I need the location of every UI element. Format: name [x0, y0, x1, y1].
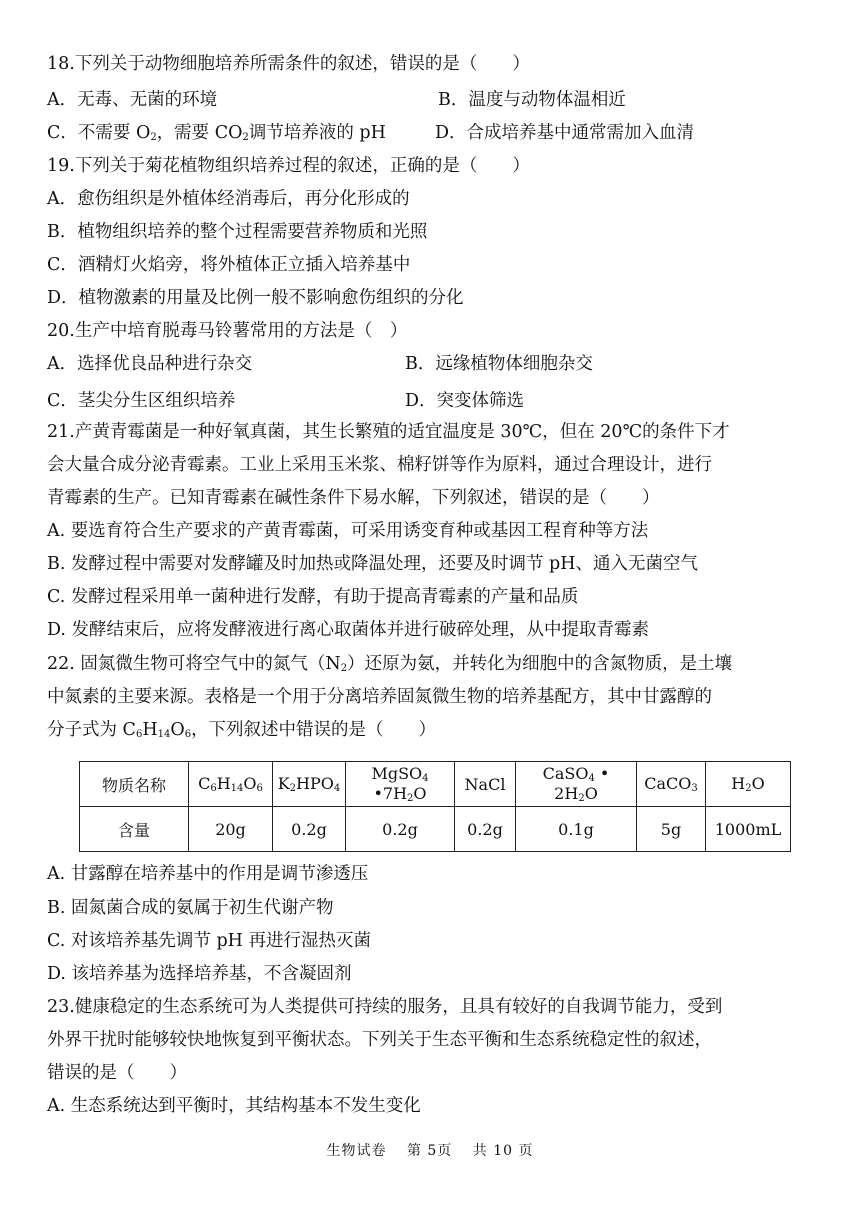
q22-option-d: D. 该培养基为选择培养基，不含凝固剂 [47, 964, 352, 984]
q18-option-d: D．合成培养基中通常需加入血清 [435, 123, 695, 143]
page-footer: 生物试卷 第 5页 共 10 页 [326, 1143, 534, 1159]
q21-option-a: A. 要选育符合生产要求的产黄青霉菌，可采用诱变育种或基因工程育种等方法 [47, 521, 649, 541]
substance-caso4: CaSO$_4$ • $2H_2O$ [516, 762, 637, 807]
q18-option-b: B．温度与动物体温相近 [438, 90, 626, 110]
q23-option-a: A. 生态系统达到平衡时，其结构基本不发生变化 [47, 1096, 421, 1116]
amount-cell: 1000mL [706, 807, 791, 852]
substance-water: $H_2O$ [706, 762, 791, 807]
q22-option-b: B. 固氮菌合成的氨属于初生代谢产物 [47, 898, 334, 918]
q19-option-c: C．酒精灯火焰旁，将外植体正立插入培养基中 [47, 255, 411, 275]
substance-k2hpo4: $K_2HPO_4$ [273, 762, 346, 807]
q19-option-d: D．植物激素的用量及比例一般不影响愈伤组织的分化 [47, 288, 464, 308]
q20-stem: 20.生产中培育脱毒马铃薯常用的方法是（ ） [47, 321, 408, 341]
substance-caco3: CaCO$_3$ [637, 762, 706, 807]
amount-cell: 0.1g [516, 807, 637, 852]
q21-option-c: C. 发酵过程采用单一菌种进行发酵，有助于提高青霉素的产量和品质 [47, 587, 579, 607]
amount-cell: 0.2g [273, 807, 346, 852]
q21-stem-line-1: 21.产黄青霉菌是一种好氧真菌，其生长繁殖的适宜温度是 30℃，但在 20℃的条件下才 [47, 422, 730, 442]
q21-stem-line-3: 青霉素的生产。已知青霉素在碱性条件下易水解，下列叙述，错误的是（ ） [47, 488, 660, 508]
header-label-cell: 物质名称 [80, 762, 189, 807]
q19-option-b: B．植物组织培养的整个过程需要营养物质和光照 [47, 222, 428, 242]
substance-mannitol: $C_6H_{14}O_6$ [189, 762, 273, 807]
amount-cell: 20g [189, 807, 273, 852]
table-row-substances [80, 762, 791, 807]
q23-stem-line-1: 23.健康稳定的生态系统可为人类提供可持续的服务，且具有较好的自我调节能力，受到 [47, 997, 723, 1017]
q20-option-a: A．选择优良品种进行杂交 [47, 354, 253, 374]
q21-stem-line-2: 会大量合成分泌青霉素。工业上采用玉米浆、棉籽饼等作为原料，通过合理设计，进行 [47, 455, 712, 475]
substance-mgso4: MgSO$_4$ $•7H_2O$ [346, 762, 455, 807]
q18-option-a: A．无毒、无菌的环境 [47, 90, 218, 110]
q18-stem: 18.下列关于动物细胞培养所需条件的叙述，错误的是（ ） [47, 54, 530, 74]
substance-nacl: NaCl [455, 762, 516, 807]
amount-cell: 0.2g [455, 807, 516, 852]
table-row-amounts [80, 807, 791, 852]
q21-option-d: D. 发酵结束后，应将发酵液进行离心取菌体并进行破碎处理，从中提取青霉素 [47, 620, 650, 640]
q22-stem-line-2: 中氮素的主要来源。表格是一个用于分离培养固氮微生物的培养基配方，其中甘露醇的 [47, 687, 712, 707]
q23-stem-line-3: 错误的是（ ） [47, 1063, 187, 1083]
amount-label-cell: 含量 [80, 807, 189, 852]
q22-option-c: C. 对该培养基先调节 pH 再进行湿热灭菌 [47, 931, 371, 951]
q19-option-a: A．愈伤组织是外植体经消毒后，再分化形成的 [47, 189, 410, 209]
culture-medium-table [79, 761, 791, 852]
q20-option-b: B．远缘植物体细胞杂交 [405, 354, 593, 374]
q22-stem-line-3: 分子式为 $C_6H_{14}O_6$，下列叙述中错误的是（ ） [47, 720, 437, 740]
amount-cell: 5g [637, 807, 706, 852]
q20-option-c: C．茎尖分生区组织培养 [47, 391, 236, 411]
q21-option-b: B. 发酵过程中需要对发酵罐及时加热或降温处理，还要及时调节 pH、通入无菌空气 [47, 554, 699, 574]
q19-stem: 19.下列关于菊花植物组织培养过程的叙述，正确的是（ ） [47, 156, 530, 176]
q20-option-d: D．突变体筛选 [405, 391, 525, 411]
q23-stem-line-2: 外界干扰时能够较快地恢复到平衡状态。下列关于生态平衡和生态系统稳定性的叙述， [47, 1030, 712, 1050]
q18-option-c: C．不需要 $O_2$，需要 $CO_2$调节培养液的 pH [47, 123, 386, 143]
q22-stem-line-1: 22. 固氮微生物可将空气中的氮气$(N_2)$还原为氨，并转化为细胞中的含氮物质，是土壤 [47, 654, 733, 674]
amount-cell: 0.2g [346, 807, 455, 852]
q22-option-a: A. 甘露醇在培养基中的作用是调节渗透压 [47, 864, 369, 884]
